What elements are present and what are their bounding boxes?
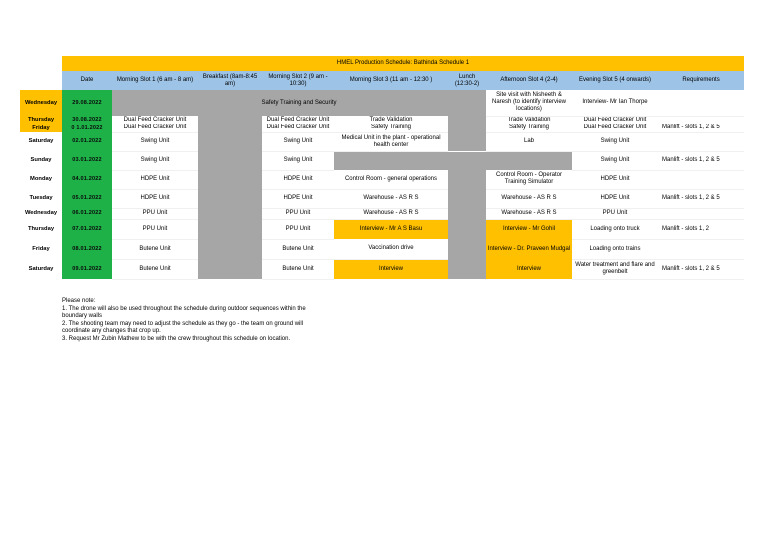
day-cell: Friday <box>32 245 50 252</box>
afternoon-slot-4-cell: Interview <box>486 259 572 279</box>
morning-slot-1-cell: PPU Unit <box>112 208 198 219</box>
day-cell: Tuesday <box>29 195 53 201</box>
day-cell: Saturday <box>28 138 54 144</box>
date-cell: 04.01.2022 <box>62 170 112 189</box>
evening-slot-5-cell: Swing Unit <box>572 132 658 151</box>
day-cell: Wednesday <box>20 90 62 116</box>
date-cell: 03.01.2022 <box>62 151 112 170</box>
afternoon-slot-4-cell: Lab <box>486 132 572 151</box>
schedule-sheet <box>20 56 744 280</box>
day-cell: Wednesday <box>24 210 58 216</box>
morning-slot-2-cell: Swing Unit <box>262 151 334 170</box>
lunch-block <box>448 116 486 151</box>
evening-slot-5-cell: HDPE Unit <box>572 189 658 208</box>
title-row <box>20 56 744 71</box>
date-cell: 06.01.2022 <box>62 208 112 219</box>
morning-slot-3-cell: Safety Training <box>334 124 448 132</box>
header-afternoon-slot-4: Afternoon Slot 4 (2-4) <box>486 71 572 90</box>
requirements-cell: Manlift - slots 1, 2 <box>658 219 744 239</box>
afternoon-slot-4-cell: Trade Validation <box>507 116 551 123</box>
header-date: Date <box>62 71 112 90</box>
day-cell: Thursday <box>20 116 62 124</box>
morning-slot-1-cell: Swing Unit <box>112 151 198 170</box>
morning-slot-3-cell: Vaccination drive <box>334 239 448 259</box>
morning-slot-1-cell: Butene Unit <box>112 239 198 259</box>
date-cell: 29.08.2022 <box>62 90 112 116</box>
requirements-cell: Manlift - slots 1, 2 & 5 <box>658 259 744 279</box>
morning-slot-2-cell: HDPE Unit <box>262 170 334 189</box>
date-cell: 0 1.01.2022 <box>62 124 112 132</box>
table-row <box>20 259 744 279</box>
morning-slot-2-cell: Butene Unit <box>262 259 334 279</box>
table-row <box>20 132 744 151</box>
table-row <box>20 170 744 189</box>
date-cell: 05.01.2022 <box>62 189 112 208</box>
breakfast-block <box>198 116 262 279</box>
evening-slot-5-cell: Water treatment and flare and greenbelt <box>572 259 658 279</box>
evening-slot-5-cell: Swing Unit <box>572 151 658 170</box>
date-cell: 02.01.2022 <box>62 132 112 151</box>
morning-slot-2-cell: HDPE Unit <box>262 189 334 208</box>
morning-slot-1-cell: HDPE Unit <box>112 170 198 189</box>
header-row <box>20 71 744 90</box>
header-morning-slot-3: Morning Slot 3 (11 am - 12:30 ) <box>334 71 448 90</box>
morning-slot-2-cell: Dual Feed Cracker Unit <box>262 124 334 132</box>
table-row <box>20 208 744 219</box>
morning-slot-3-cell: Interview <box>334 259 448 279</box>
morning-slot-3-cell: Warehouse - AS R S <box>334 189 448 208</box>
note-item: 3. Request Mr Zubin Mathew to be with the crew throughout this schedule on location. <box>62 335 291 342</box>
table-row <box>20 239 744 259</box>
evening-slot-5-cell: Interview- Mr Ian Thorpe <box>572 90 658 116</box>
morning-slot-2-cell: PPU Unit <box>262 208 334 219</box>
lunch-block <box>448 170 486 279</box>
header-morning-slot-1: Morning Slot 1 (6 am - 8 am) <box>112 71 198 90</box>
table-row <box>20 219 744 239</box>
date-cell: 09.01.2022 <box>62 259 112 279</box>
evening-slot-5-cell: HDPE Unit <box>572 170 658 189</box>
date-cell: 07.01.2022 <box>62 219 112 239</box>
morning-slot-3-cell: Control Room - general operations <box>334 170 448 189</box>
header-morning-slot-2: Morning Slot 2 (9 am - 10:30) <box>262 71 334 90</box>
schedule-table <box>20 56 744 280</box>
afternoon-slot-4-cell: Interview - Mr Gohil <box>486 219 572 239</box>
morning-slot-3-cell: Trade Validation <box>369 116 413 123</box>
schedule-title: HMEL Production Schedule: Bathinda Schedule 1 <box>62 56 744 71</box>
table-row <box>20 90 744 116</box>
header-requirements: Requirements <box>658 71 744 90</box>
day-cell: Saturday <box>28 265 54 272</box>
morning-slot-1-cell: Butene Unit <box>112 259 198 279</box>
note-item: 1. The drone will also be used throughout the schedule during outdoor sequences within the boundary walls <box>62 305 306 320</box>
requirements-cell: Manlift - slots 1, 2 & 5 <box>658 189 744 208</box>
evening-slot-5-cell: Loading onto trains <box>572 239 658 259</box>
table-row <box>20 189 744 208</box>
day-cell: Monday <box>30 176 52 182</box>
notes-heading: Please note: <box>62 298 96 304</box>
morning-slot-2-cell: Dual Feed Cracker Unit <box>266 116 330 123</box>
requirements-cell: Manlift - slots 1, 2 & 5 <box>658 151 744 170</box>
afternoon-slot-4-cell: Warehouse - AS R S <box>486 208 572 219</box>
morning-slot-3-cell: Medical Unit in the plant - operational health center <box>334 132 448 151</box>
day-cell: Friday <box>20 124 62 132</box>
morning-slot-3-cell: Interview - Mr A S Basu <box>334 219 448 239</box>
afternoon-slot-4-cell: Interview - Dr. Praveen Mudgal <box>486 239 572 259</box>
notes-block <box>62 298 322 344</box>
header-lunch: Lunch (12:30-2) <box>448 71 486 90</box>
morning-slot-1-cell: Swing Unit <box>112 132 198 151</box>
day-cell: Sunday <box>30 157 52 163</box>
morning-slot-2-cell: Swing Unit <box>262 132 334 151</box>
table-row <box>20 116 744 124</box>
morning-slot-1-cell: PPU Unit <box>112 219 198 239</box>
requirements-cell: Manlift - slots 1, 2 & 5 <box>658 124 744 132</box>
morning-slot-1-cell: HDPE Unit <box>112 189 198 208</box>
table-row <box>20 151 744 170</box>
morning-slot-2-cell: Butene Unit <box>262 239 334 259</box>
table-row <box>20 124 744 132</box>
date-cell: 30.08.2022 <box>62 116 112 124</box>
header-breakfast: Breakfast (8am-8:45 am) <box>198 71 262 90</box>
note-item: 2. The shooting team may need to adjust the schedule as they go - the team on ground will coordinate any changes that crop up. <box>62 320 304 335</box>
morning-slot-1-cell: Dual Feed Cracker Unit <box>123 116 187 123</box>
morning-slot-3-cell: Warehouse - AS R S <box>334 208 448 219</box>
evening-slot-5-cell: Loading onto truck <box>572 219 658 239</box>
evening-slot-5-cell: PPU Unit <box>572 208 658 219</box>
afternoon-slot-4-cell: Site visit with Nisheeth & Naresh (to identify interview locations) <box>486 90 572 116</box>
date-cell: 08.01.2022 <box>62 239 112 259</box>
morning-slot-2-cell: PPU Unit <box>262 219 334 239</box>
afternoon-slot-4-cell: Warehouse - AS R S <box>486 189 572 208</box>
evening-slot-5-cell: Dual Feed Cracker Unit <box>583 116 647 123</box>
day-cell: Thursday <box>27 225 55 232</box>
evening-slot-5-cell: Dual Feed Cracker Unit <box>572 124 658 132</box>
afternoon-slot-4-cell: Control Room - Operator Training Simulator <box>486 170 572 189</box>
lunch-block-wide <box>334 151 572 170</box>
afternoon-slot-4-cell: Safety Training <box>486 124 572 132</box>
header-evening-slot-5: Evening Slot 5 (4 onwards) <box>572 71 658 90</box>
morning-slot-1-cell: Dual Feed Cracker Unit <box>112 124 198 132</box>
span-cell: Safety Training and Security <box>112 90 486 116</box>
